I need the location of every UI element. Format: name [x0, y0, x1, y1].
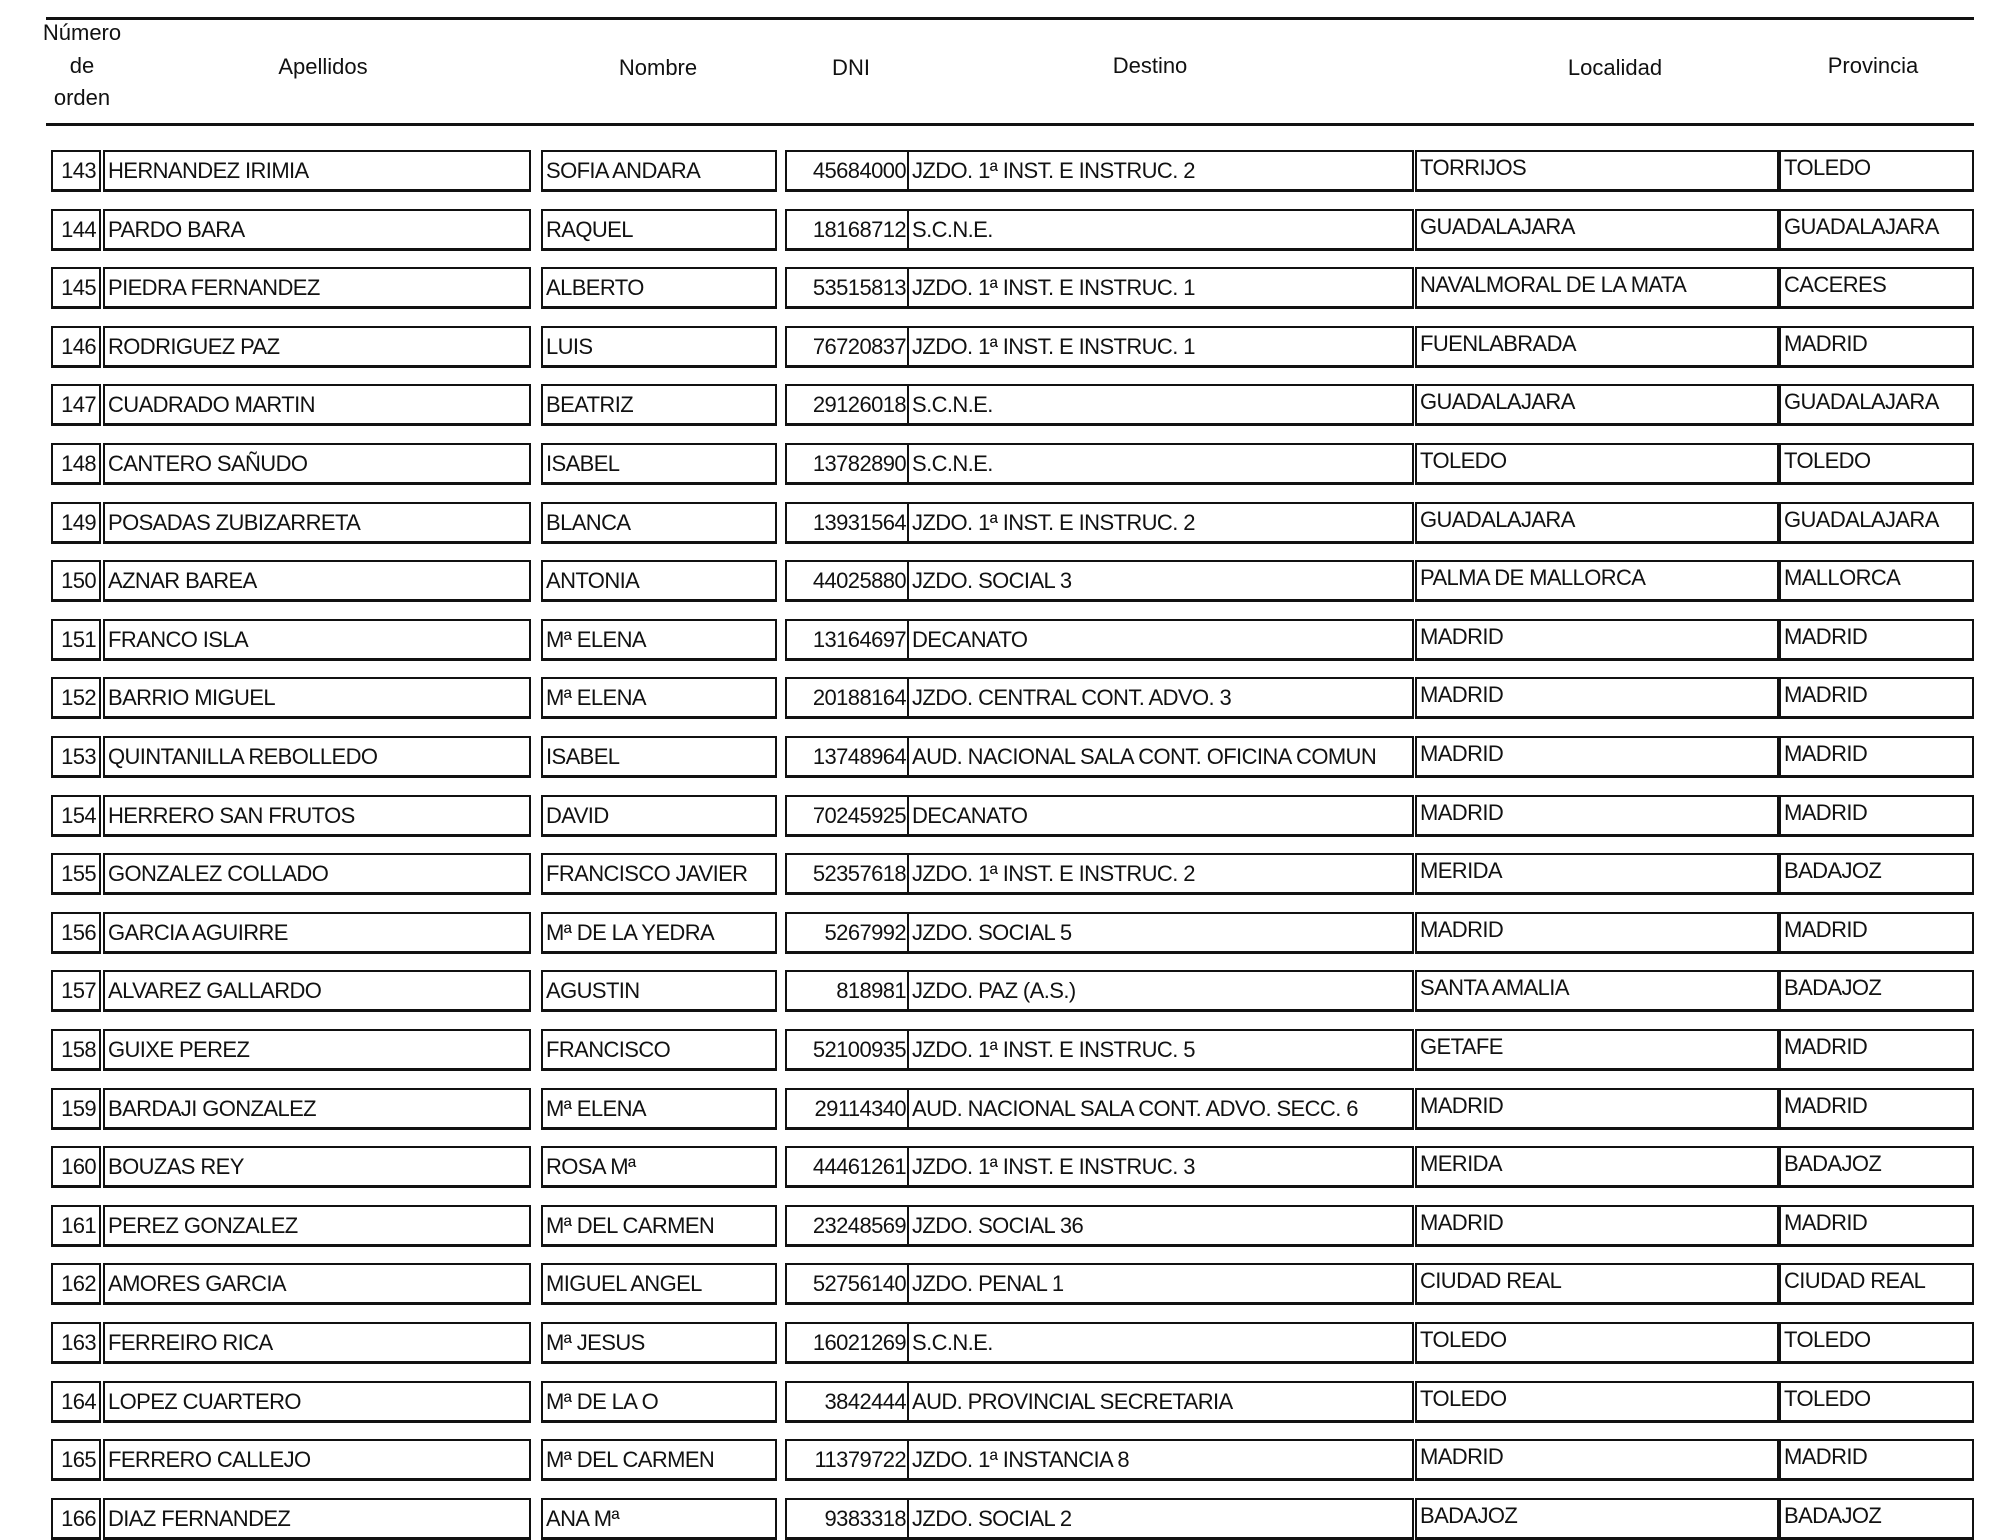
cell-num: 146: [51, 326, 101, 368]
cell-nombre: Mª ELENA: [541, 1088, 777, 1130]
cell-nombre: ANTONIA: [541, 560, 777, 602]
cell-localidad: MADRID: [1415, 912, 1779, 954]
cell-apellidos: QUINTANILLA REBOLLEDO: [103, 736, 531, 778]
cell-dni: 45684000: [785, 150, 909, 192]
cell-num: 151: [51, 619, 101, 661]
table-row: [0, 209, 2000, 251]
table-row: [0, 1381, 2000, 1423]
cell-apellidos: PARDO BARA: [103, 209, 531, 251]
cell-num: 158: [51, 1029, 101, 1071]
cell-provincia: TOLEDO: [1779, 1322, 1974, 1364]
cell-provincia: TOLEDO: [1779, 1381, 1974, 1423]
cell-provincia: MADRID: [1779, 912, 1974, 954]
cell-apellidos: CUADRADO MARTIN: [103, 384, 531, 426]
cell-destino: JZDO. 1ª INST. E INSTRUC. 5: [907, 1029, 1414, 1071]
cell-dni: 76720837: [785, 326, 909, 368]
table-row: [0, 1029, 2000, 1071]
cell-dni: 52100935: [785, 1029, 909, 1071]
cell-num: 165: [51, 1439, 101, 1481]
header-dni: DNI: [832, 55, 870, 80]
cell-provincia: MADRID: [1779, 1088, 1974, 1130]
cell-apellidos: GUIXE PEREZ: [103, 1029, 531, 1071]
cell-num: 160: [51, 1146, 101, 1188]
cell-localidad: MADRID: [1415, 1439, 1779, 1481]
cell-provincia: MADRID: [1779, 677, 1974, 719]
cell-localidad: GUADALAJARA: [1415, 209, 1779, 251]
cell-num: 166: [51, 1498, 101, 1540]
cell-localidad: CIUDAD REAL: [1415, 1263, 1779, 1305]
cell-apellidos: PEREZ GONZALEZ: [103, 1205, 531, 1247]
table-row: [0, 1263, 2000, 1305]
table-row: [0, 326, 2000, 368]
cell-num: 153: [51, 736, 101, 778]
cell-dni: 3842444: [785, 1381, 909, 1423]
table-row: [0, 502, 2000, 544]
cell-localidad: MADRID: [1415, 677, 1779, 719]
cell-destino: JZDO. PAZ (A.S.): [907, 970, 1414, 1012]
cell-num: 152: [51, 677, 101, 719]
cell-localidad: NAVALMORAL DE LA MATA: [1415, 267, 1779, 309]
cell-provincia: MADRID: [1779, 326, 1974, 368]
table-row: [0, 1322, 2000, 1364]
cell-num: 143: [51, 150, 101, 192]
cell-localidad: SANTA AMALIA: [1415, 970, 1779, 1012]
cell-destino: JZDO. PENAL 1: [907, 1263, 1414, 1305]
cell-localidad: MADRID: [1415, 736, 1779, 778]
table-row: [0, 1205, 2000, 1247]
cell-localidad: MERIDA: [1415, 853, 1779, 895]
cell-destino: JZDO. 1ª INST. E INSTRUC. 3: [907, 1146, 1414, 1188]
cell-num: 164: [51, 1381, 101, 1423]
cell-dni: 16021269: [785, 1322, 909, 1364]
table-row: [0, 970, 2000, 1012]
cell-localidad: TOLEDO: [1415, 1322, 1779, 1364]
cell-apellidos: FERREIRO RICA: [103, 1322, 531, 1364]
cell-provincia: BADAJOZ: [1779, 853, 1974, 895]
cell-provincia: GUADALAJARA: [1779, 502, 1974, 544]
cell-dni: 13931564: [785, 502, 909, 544]
cell-dni: 53515813: [785, 267, 909, 309]
cell-nombre: Mª DEL CARMEN: [541, 1439, 777, 1481]
cell-nombre: ALBERTO: [541, 267, 777, 309]
header-numero-line3: orden: [53, 85, 111, 110]
cell-destino: JZDO. SOCIAL 2: [907, 1498, 1414, 1540]
cell-nombre: Mª DE LA O: [541, 1381, 777, 1423]
cell-dni: 13164697: [785, 619, 909, 661]
cell-destino: S.C.N.E.: [907, 443, 1414, 485]
header-provincia: Provincia: [1827, 53, 1919, 78]
cell-nombre: Mª ELENA: [541, 677, 777, 719]
cell-localidad: BADAJOZ: [1415, 1498, 1779, 1540]
top-rule: [46, 17, 1974, 20]
cell-dni: 44461261: [785, 1146, 909, 1188]
cell-destino: JZDO. 1ª INST. E INSTRUC. 2: [907, 150, 1414, 192]
cell-provincia: GUADALAJARA: [1779, 384, 1974, 426]
table-row: [0, 677, 2000, 719]
cell-apellidos: FRANCO ISLA: [103, 619, 531, 661]
cell-apellidos: BARDAJI GONZALEZ: [103, 1088, 531, 1130]
cell-localidad: MADRID: [1415, 795, 1779, 837]
cell-nombre: FRANCISCO: [541, 1029, 777, 1071]
cell-apellidos: HERRERO SAN FRUTOS: [103, 795, 531, 837]
cell-localidad: GETAFE: [1415, 1029, 1779, 1071]
cell-apellidos: FERRERO CALLEJO: [103, 1439, 531, 1481]
table-row: [0, 443, 2000, 485]
cell-dni: 44025880: [785, 560, 909, 602]
table-row: [0, 560, 2000, 602]
cell-localidad: MADRID: [1415, 1088, 1779, 1130]
cell-apellidos: BOUZAS REY: [103, 1146, 531, 1188]
table-row: [0, 795, 2000, 837]
cell-apellidos: AMORES GARCIA: [103, 1263, 531, 1305]
cell-localidad: FUENLABRADA: [1415, 326, 1779, 368]
cell-nombre: BEATRIZ: [541, 384, 777, 426]
cell-localidad: MADRID: [1415, 1205, 1779, 1247]
cell-apellidos: LOPEZ CUARTERO: [103, 1381, 531, 1423]
cell-destino: JZDO. 1ª INST. E INSTRUC. 2: [907, 502, 1414, 544]
cell-destino: JZDO. 1ª INST. E INSTRUC. 1: [907, 326, 1414, 368]
table-row: [0, 912, 2000, 954]
cell-destino: JZDO. 1ª INST. E INSTRUC. 1: [907, 267, 1414, 309]
cell-provincia: TOLEDO: [1779, 443, 1974, 485]
cell-nombre: ANA Mª: [541, 1498, 777, 1540]
cell-apellidos: HERNANDEZ IRIMIA: [103, 150, 531, 192]
cell-num: 149: [51, 502, 101, 544]
cell-dni: 11379722: [785, 1439, 909, 1481]
header-bottom-rule: [46, 123, 1974, 126]
table-row: [0, 853, 2000, 895]
cell-num: 163: [51, 1322, 101, 1364]
cell-nombre: ISABEL: [541, 443, 777, 485]
cell-dni: 5267992: [785, 912, 909, 954]
cell-num: 162: [51, 1263, 101, 1305]
cell-dni: 29114340: [785, 1088, 909, 1130]
cell-num: 157: [51, 970, 101, 1012]
cell-destino: S.C.N.E.: [907, 1322, 1414, 1364]
table-row: [0, 1088, 2000, 1130]
cell-apellidos: RODRIGUEZ PAZ: [103, 326, 531, 368]
cell-localidad: GUADALAJARA: [1415, 502, 1779, 544]
cell-dni: 818981: [785, 970, 909, 1012]
cell-apellidos: BARRIO MIGUEL: [103, 677, 531, 719]
cell-nombre: DAVID: [541, 795, 777, 837]
cell-nombre: AGUSTIN: [541, 970, 777, 1012]
cell-destino: DECANATO: [907, 619, 1414, 661]
cell-destino: AUD. NACIONAL SALA CONT. OFICINA COMUN: [907, 736, 1414, 778]
cell-apellidos: POSADAS ZUBIZARRETA: [103, 502, 531, 544]
table-row: [0, 1146, 2000, 1188]
cell-dni: 52756140: [785, 1263, 909, 1305]
cell-nombre: Mª DE LA YEDRA: [541, 912, 777, 954]
cell-localidad: TOLEDO: [1415, 1381, 1779, 1423]
cell-nombre: Mª JESUS: [541, 1322, 777, 1364]
cell-localidad: MADRID: [1415, 619, 1779, 661]
cell-destino: S.C.N.E.: [907, 209, 1414, 251]
cell-localidad: TOLEDO: [1415, 443, 1779, 485]
header-localidad: Localidad: [1567, 55, 1663, 80]
cell-dni: 13748964: [785, 736, 909, 778]
cell-num: 150: [51, 560, 101, 602]
cell-provincia: TOLEDO: [1779, 150, 1974, 192]
header-numero-line1: Número: [42, 20, 122, 45]
table-row: [0, 619, 2000, 661]
cell-num: 148: [51, 443, 101, 485]
table-row: [0, 1439, 2000, 1481]
cell-dni: 9383318: [785, 1498, 909, 1540]
cell-provincia: GUADALAJARA: [1779, 209, 1974, 251]
cell-provincia: BADAJOZ: [1779, 970, 1974, 1012]
cell-dni: 23248569: [785, 1205, 909, 1247]
cell-destino: JZDO. 1ª INST. E INSTRUC. 2: [907, 853, 1414, 895]
cell-destino: S.C.N.E.: [907, 384, 1414, 426]
cell-destino: JZDO. SOCIAL 3: [907, 560, 1414, 602]
cell-nombre: MIGUEL ANGEL: [541, 1263, 777, 1305]
header-apellidos: Apellidos: [278, 54, 368, 79]
header-destino: Destino: [1112, 53, 1188, 78]
table-row: [0, 267, 2000, 309]
cell-apellidos: PIEDRA FERNANDEZ: [103, 267, 531, 309]
header-nombre: Nombre: [618, 55, 698, 80]
cell-provincia: MALLORCA: [1779, 560, 1974, 602]
cell-localidad: MERIDA: [1415, 1146, 1779, 1188]
cell-dni: 70245925: [785, 795, 909, 837]
cell-dni: 20188164: [785, 677, 909, 719]
cell-destino: AUD. NACIONAL SALA CONT. ADVO. SECC. 6: [907, 1088, 1414, 1130]
cell-apellidos: AZNAR BAREA: [103, 560, 531, 602]
cell-apellidos: ALVAREZ GALLARDO: [103, 970, 531, 1012]
cell-nombre: SOFIA ANDARA: [541, 150, 777, 192]
cell-destino: JZDO. SOCIAL 36: [907, 1205, 1414, 1247]
cell-num: 147: [51, 384, 101, 426]
cell-dni: 29126018: [785, 384, 909, 426]
table-row: [0, 384, 2000, 426]
cell-destino: JZDO. CENTRAL CONT. ADVO. 3: [907, 677, 1414, 719]
header-numero-line2: de: [69, 53, 95, 78]
cell-nombre: ROSA Mª: [541, 1146, 777, 1188]
table-row: [0, 736, 2000, 778]
cell-provincia: MADRID: [1779, 1439, 1974, 1481]
cell-num: 156: [51, 912, 101, 954]
cell-nombre: BLANCA: [541, 502, 777, 544]
cell-provincia: MADRID: [1779, 736, 1974, 778]
cell-localidad: GUADALAJARA: [1415, 384, 1779, 426]
table-row: [0, 150, 2000, 192]
cell-dni: 52357618: [785, 853, 909, 895]
cell-apellidos: GARCIA AGUIRRE: [103, 912, 531, 954]
cell-nombre: RAQUEL: [541, 209, 777, 251]
cell-nombre: ISABEL: [541, 736, 777, 778]
cell-num: 155: [51, 853, 101, 895]
table-row: [0, 1498, 2000, 1540]
cell-provincia: BADAJOZ: [1779, 1146, 1974, 1188]
cell-nombre: Mª ELENA: [541, 619, 777, 661]
cell-nombre: LUIS: [541, 326, 777, 368]
cell-provincia: CIUDAD REAL: [1779, 1263, 1974, 1305]
cell-dni: 13782890: [785, 443, 909, 485]
cell-provincia: MADRID: [1779, 795, 1974, 837]
cell-apellidos: DIAZ FERNANDEZ: [103, 1498, 531, 1540]
cell-destino: AUD. PROVINCIAL SECRETARIA: [907, 1381, 1414, 1423]
cell-provincia: MADRID: [1779, 619, 1974, 661]
cell-provincia: MADRID: [1779, 1029, 1974, 1071]
cell-localidad: TORRIJOS: [1415, 150, 1779, 192]
cell-nombre: FRANCISCO JAVIER: [541, 853, 777, 895]
cell-provincia: CACERES: [1779, 267, 1974, 309]
cell-dni: 18168712: [785, 209, 909, 251]
cell-provincia: BADAJOZ: [1779, 1498, 1974, 1540]
cell-num: 145: [51, 267, 101, 309]
cell-num: 154: [51, 795, 101, 837]
cell-num: 161: [51, 1205, 101, 1247]
cell-destino: DECANATO: [907, 795, 1414, 837]
cell-nombre: Mª DEL CARMEN: [541, 1205, 777, 1247]
cell-apellidos: CANTERO SAÑUDO: [103, 443, 531, 485]
cell-num: 144: [51, 209, 101, 251]
cell-apellidos: GONZALEZ COLLADO: [103, 853, 531, 895]
cell-num: 159: [51, 1088, 101, 1130]
cell-destino: JZDO. 1ª INSTANCIA 8: [907, 1439, 1414, 1481]
cell-destino: JZDO. SOCIAL 5: [907, 912, 1414, 954]
cell-provincia: MADRID: [1779, 1205, 1974, 1247]
cell-localidad: PALMA DE MALLORCA: [1415, 560, 1779, 602]
